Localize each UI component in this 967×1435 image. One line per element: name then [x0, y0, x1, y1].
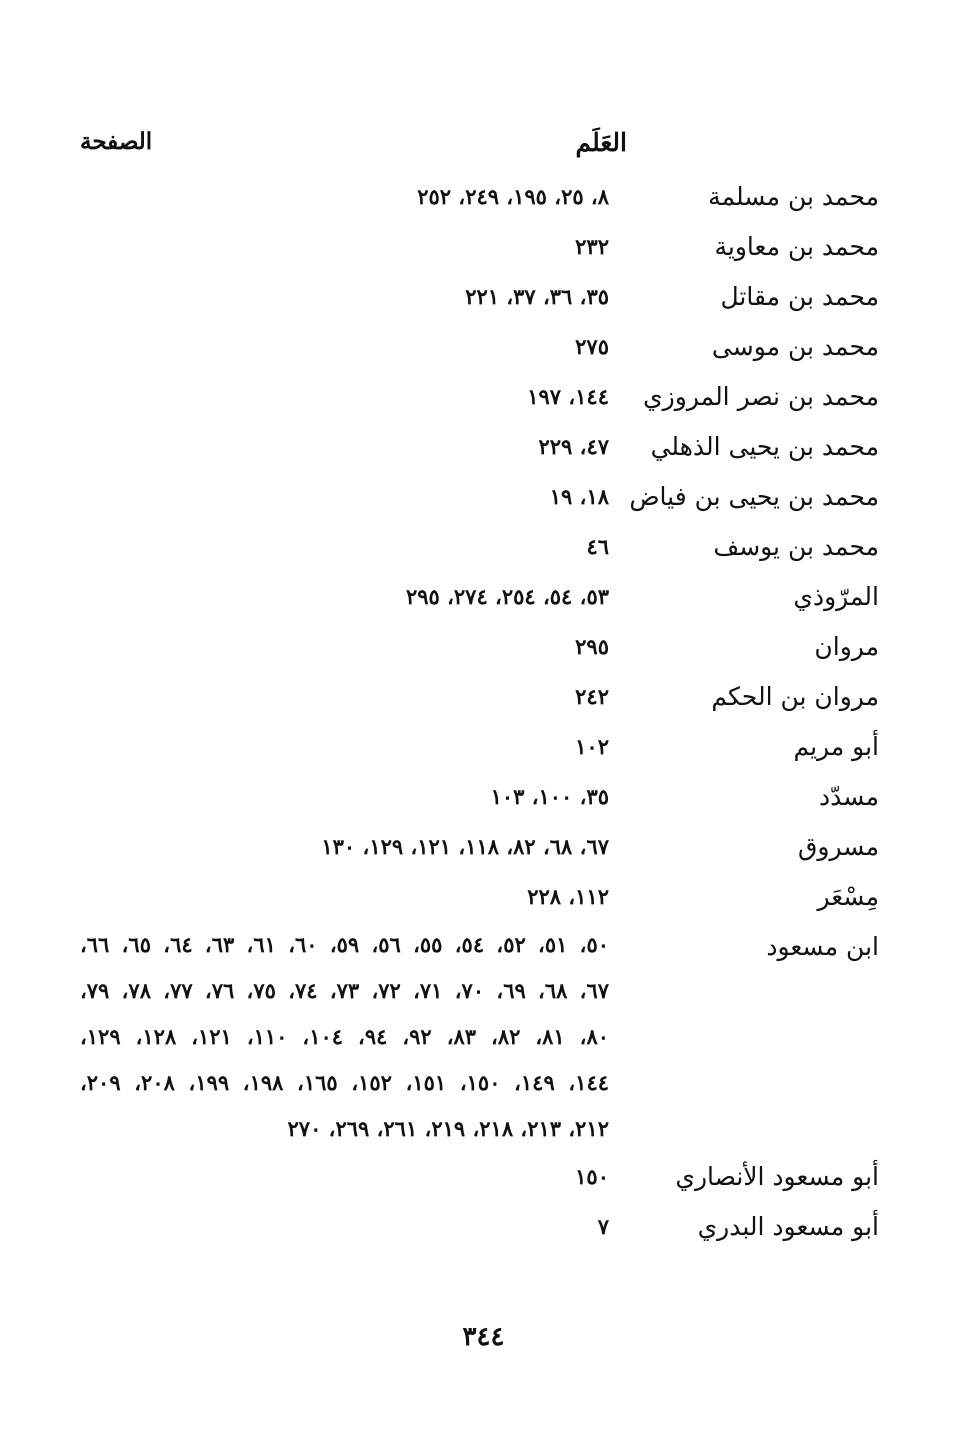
entry-name: محمد بن يحيى الذهلي: [650, 432, 879, 461]
entry-pages: ٦٧، ٦٨، ٨٢، ١١٨، ١٢١، ١٢٩، ١٣٠: [321, 834, 609, 859]
entry-name: أبو مسعود الأنصاري: [675, 1162, 879, 1191]
entry-pages: ٨، ٢٥، ١٩٥، ٢٤٩، ٢٥٢: [417, 184, 609, 209]
entry-pages: ١٨، ١٩: [549, 484, 609, 509]
index-entry: [80, 672, 879, 722]
index-header: [80, 128, 879, 172]
index-entry: [80, 472, 879, 522]
index-entry: [80, 172, 879, 222]
entry-pages-multiline: [80, 922, 609, 1152]
index-entry: [80, 822, 879, 872]
entry-name: مروان: [814, 632, 879, 661]
entry-pages: ٣٥، ٣٦، ٣٧، ٢٢١: [465, 284, 609, 309]
pages-line: ٨٠، ٨١، ٨٢، ٨٣، ٩٢، ٩٤، ١٠٤، ١١٠، ١٢١، ١٢٨، ١٢٩،: [80, 1024, 610, 1049]
index-entry: [80, 222, 879, 272]
entry-pages: ٧: [597, 1214, 609, 1239]
entry-pages: ١٠٢: [575, 734, 609, 759]
pages-line: ٥٠، ٥١، ٥٢، ٥٤، ٥٥، ٥٦، ٥٩، ٦٠، ٦١، ٦٣، ٦٤، ٦٥، ٦٦،: [80, 932, 610, 957]
entry-name: محمد بن نصر المروزي: [643, 382, 879, 411]
page-number: ٣٤٤: [462, 1322, 505, 1352]
entry-pages: ٤٧، ٢٢٩: [538, 434, 609, 459]
entry-pages: ٥٣، ٥٤، ٢٥٤، ٢٧٤، ٢٩٥: [405, 584, 609, 609]
entry-pages: ٢٧٥: [575, 334, 609, 359]
entry-name: محمد بن يوسف: [713, 532, 879, 561]
entry-pages: ٤٦: [586, 534, 609, 559]
index-entry: [80, 372, 879, 422]
entry-pages: ٣٥، ١٠٠، ١٠٣: [490, 784, 609, 809]
entry-pages: ٢٩٥: [575, 634, 609, 659]
index-entry: [80, 622, 879, 672]
entry-pages: ٢٤٢: [575, 684, 609, 709]
entry-name: مسدّد: [819, 782, 879, 811]
entry-name: ابن مسعود: [766, 932, 879, 961]
index-entry: [80, 322, 879, 372]
column-heading-page: الصفحة: [80, 128, 153, 155]
pages-line: ١٤٤، ١٤٩، ١٥٠، ١٥١، ١٥٢، ١٦٥، ١٩٨، ١٩٩، ٢٠٨، ٢٠٩،: [80, 1070, 610, 1095]
entry-name: مروان بن الحكم: [711, 682, 879, 711]
index-entry: [80, 522, 879, 572]
entry-pages: ١١٢، ٢٢٨: [527, 884, 609, 909]
index-entry: [80, 1152, 879, 1202]
pages-line: ٢١٢، ٢١٣، ٢١٨، ٢١٩، ٢٦١، ٢٦٩، ٢٧٠: [287, 1116, 609, 1141]
entry-name: مسروق: [798, 832, 879, 861]
index-entry: [80, 722, 879, 772]
index-entry: [80, 572, 879, 622]
index-entry: [80, 422, 879, 472]
column-heading-name: العَلَم: [575, 128, 627, 157]
entry-name: محمد بن مقاتل: [720, 282, 879, 311]
index-entry-ibn-masud: [80, 922, 879, 1152]
index-entry: [80, 772, 879, 822]
pages-line: ٦٧، ٦٨، ٦٩، ٧٠، ٧١، ٧٢، ٧٣، ٧٤، ٧٥، ٧٦، ٧٧، ٧٨، ٧٩،: [80, 978, 610, 1003]
entry-name: محمد بن معاوية: [714, 232, 879, 261]
entry-pages: ٢٣٢: [575, 234, 609, 259]
index-entry: [80, 272, 879, 322]
entry-name: مِسْعَر: [817, 882, 879, 911]
entry-name: محمد بن يحيى بن فياض: [629, 482, 879, 511]
entry-name: محمد بن مسلمة: [708, 182, 879, 211]
entry-name: محمد بن موسى: [711, 332, 879, 361]
index-entry: [80, 1202, 879, 1252]
entry-pages: ١٥٠: [575, 1164, 609, 1189]
index-entry: [80, 872, 879, 922]
entry-name: المرّوذي: [793, 582, 879, 611]
entry-pages: ١٤٤، ١٩٧: [527, 384, 609, 409]
index-entries: [80, 172, 879, 1252]
entry-name: أبو مسعود البدري: [697, 1212, 879, 1241]
entry-name: أبو مريم: [793, 732, 879, 761]
